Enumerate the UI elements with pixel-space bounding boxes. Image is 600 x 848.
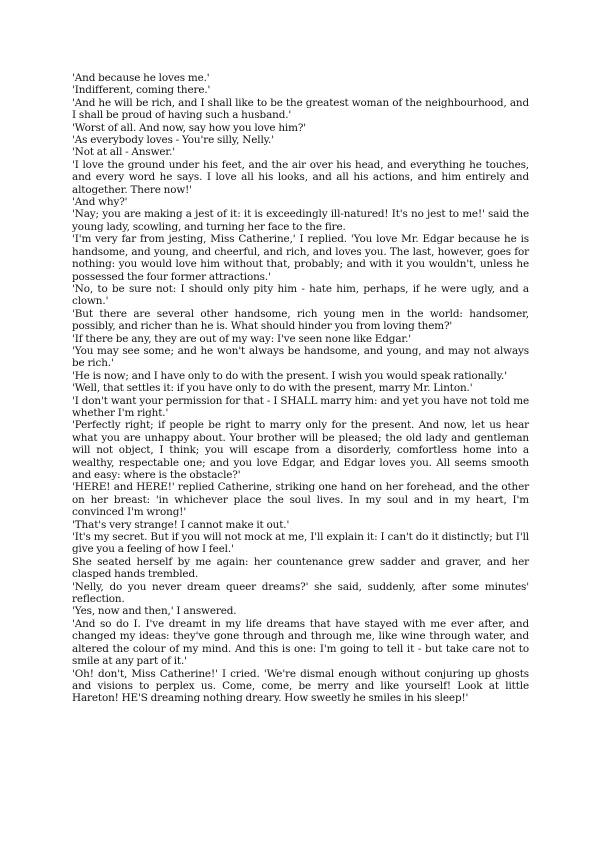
paragraph: 'And because he loves me.' xyxy=(72,72,210,84)
paragraph: 'Nelly, do you never dream queer dreams?' she said, suddenly, after some minutes' reflection. xyxy=(72,580,529,606)
paragraph: 'Perfectly right; if people be right to marry only for the present. And now, let us hear what you are unhappy about. Your brother will be pleased; the old lady and gentleman will not object, I think; you will escape from a disorderly, comfortless home into a wealthy, respectable one; and you love Edgar, and Edgar loves you. All seems smooth and easy: where is the obstacle?' xyxy=(72,419,529,481)
paragraph: 'And he will be rich, and I shall like to be the greatest woman of the neighbourhood, and I shall be proud of having such a husband.' xyxy=(72,96,529,122)
paragraph: 'I love the ground under his feet, and the air over his head, and everything he touches, and every word he says. I love all his looks, and all his actions, and him entirely and altogether. There now!' xyxy=(72,158,529,196)
paragraph: 'I don't want your permission for that - I SHALL marry him: and yet you have not told me whether I'm right.' xyxy=(72,394,529,419)
paragraph: 'As everybody loves - You're silly, Nelly.' xyxy=(72,134,274,147)
paragraph: 'And so do I. I've dreamt in my life dreams that have stayed with me ever after, and changed my ideas: they've gone through and through me, like wine through water, and altered the colour of my mind. And this is one: I'm going to tell it - but take care not to smile at any part of it.' xyxy=(72,617,529,668)
paragraph: 'He is now; and I have only to do with the present. I wish you would speak rationally.' xyxy=(72,369,507,382)
body-text xyxy=(72,72,529,705)
paragraph: 'But there are several other handsome, rich young men in the world: handsomer, possibly, and richer than he is. What should hinder you from loving them?' xyxy=(72,307,529,333)
paragraph: 'You may see some; and he won't always be handsome, and young, and may not always be rich.' xyxy=(72,344,529,370)
paragraph: 'HERE! and HERE!' replied Catherine, striking one hand on her forehead, and the other on her breast: 'in whichever place the soul lives. In my soul and in my heart, I'm convinced I'm wrong!' xyxy=(72,481,529,519)
paragraph: 'Well, that settles it: if you have only to do with the present, marry Mr. Linton.' xyxy=(72,382,473,395)
paragraph: 'That's very strange! I cannot make it out.' xyxy=(72,518,290,531)
paragraph: 'Oh! don't, Miss Catherine!' I cried. 'We're dismal enough without conjuring up ghosts and visions to perplex us. Come, come, be merry and like yourself! Look at little Hareton! HE'S dreaming nothing dreary. How sweetly he smiles in his sleep!' xyxy=(72,667,529,705)
paragraph: 'I'm very far from jesting, Miss Catherine,' I replied. 'You love Mr. Edgar because he is handsome, and young, and cheerful, and rich, and loves you. The last, however, goes for nothing: you would love him without that, probably; and with it you wouldn't, unless he possessed the four former attractions.' xyxy=(72,233,529,283)
paragraph: 'No, to be sure not: I should only pity him - hate him, perhaps, if he were ugly, and a clown.' xyxy=(72,282,529,308)
paragraph: 'Indifferent, coming there.' xyxy=(72,84,211,97)
paragraph: 'Not at all - Answer.' xyxy=(72,146,176,159)
paragraph: 'Yes, now and then,' I answered. xyxy=(72,605,237,618)
paragraph: 'And why?' xyxy=(72,196,128,209)
paragraph: She seated herself by me again: her countenance grew sadder and graver, and her clasped hands trembled. xyxy=(72,555,529,581)
paragraph: 'Worst of all. And now, say how you love him?' xyxy=(72,121,307,134)
paragraph: 'It's my secret. But if you will not mock at me, I'll explain it: I can't do it distinctly; but I'll give you a feeling of how I feel.' xyxy=(72,531,529,556)
paragraph: 'Nay; you are making a jest of it: it is exceedingly ill-natured! It's no jest to me!' said the young lady, scowling, and turning her face to the fire. xyxy=(72,208,529,233)
paragraph: 'If there be any, they are out of my way: I've seen none like Edgar.' xyxy=(72,332,412,345)
